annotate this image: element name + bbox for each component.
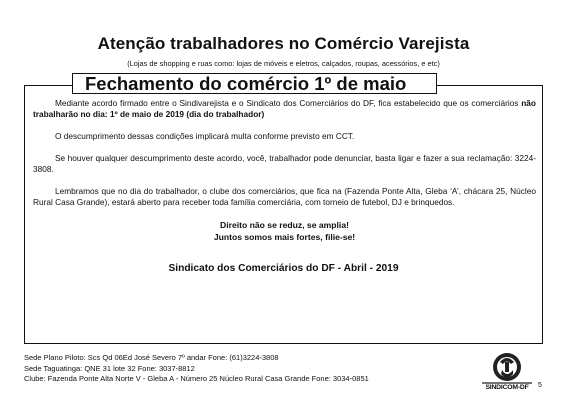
footer-addresses bbox=[24, 353, 369, 385]
page-subtitle: (Lojas de shopping e ruas como: lojas de móveis e eletros, calçados, roupas, acessórios, e etc) bbox=[127, 59, 440, 68]
notice-heading: Fechamento do comércio 1º de maio bbox=[72, 73, 437, 94]
paragraph-complaint: Se houver qualquer descumprimento deste acordo, você, trabalhador pode denunciar, basta ligar e fazer a sua reclamação: 3224-3808. bbox=[33, 153, 536, 174]
page-mark: 5 bbox=[538, 382, 542, 389]
footer-address-taguatinga: Sede Taguatinga: QNE 31 lote 32 Fone: 3037-8812 bbox=[24, 363, 195, 373]
slogan-line-2: Juntos somos mais fortes, filie-se! bbox=[213, 232, 356, 242]
footer-address-club: Clube: Fazenda Ponte Alta Norte V - Gleba A - Número 25 Núcleo Rural Casa Grande Fone: 3034-0851 bbox=[24, 374, 369, 383]
signature: Sindicato dos Comerciários do DF - Abril - 2019 bbox=[168, 263, 399, 274]
paragraph-agreement-text: Mediante acordo firmado entre o Sindivarejista e o Sindicato dos Comerciários do DF, fica estabelecido que os comerciários bbox=[55, 98, 522, 108]
slogan bbox=[33, 219, 536, 243]
paragraph-club: Lembramos que no dia do trabalhador, o clube dos comerciários, que fica na (Fazenda Ponte Alta, Gleba ‘A’, chácara 25, Núcleo Rural Casa Grande), estará aberto para receber toda família comerciária, com torneio de futebol, DJ e brinquedos. bbox=[33, 186, 536, 207]
page-title: Atenção trabalhadores no Comércio Varejista bbox=[97, 34, 470, 53]
footer-address-plano-piloto: Sede Plano Piloto: Scs Qd 06Ed José Severo 7º andar Fone: (61)3224-3808 bbox=[24, 353, 279, 362]
slogan-line-1: Direito não se reduz, se amplia! bbox=[220, 220, 349, 230]
paragraph-penalty: O descumprimento dessas condições implicará multa conforme previsto em CCT. bbox=[55, 131, 355, 141]
notice-body bbox=[33, 98, 536, 243]
paragraph-agreement-bold: não trabalharão no dia: 1º de maio de 2019 (dia do trabalhador) bbox=[33, 98, 536, 119]
logo-text: SINDICOM-DF bbox=[485, 384, 529, 391]
paragraph-agreement bbox=[33, 98, 536, 120]
